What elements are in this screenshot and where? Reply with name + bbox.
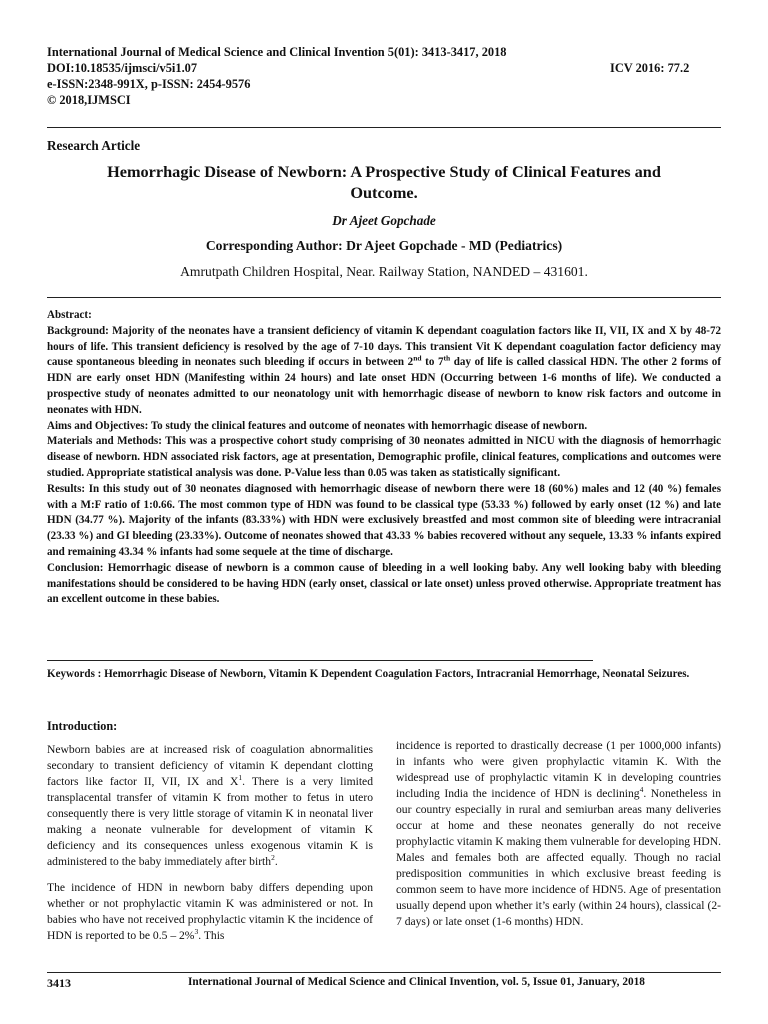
intro-text: . [274,855,278,868]
issn-line: e-ISSN:2348-991X, p-ISSN: 2454-9576 [47,77,251,91]
citation-ref: 2 [271,853,275,863]
abstract-results: Results: In this study out of 30 neonates diagnosed with hemorrhagic disease of newborn there were 18 (60%) males and 12 (40 %) females with a M:F ratio of 1:0.66. The most common type of HDN was found to be classical type (53.33 %) followed by early onset (12 %) and late HDN (34.77 %). Majority of the infants (83.33%) with HDN were exclusively breastfed and most common site of bleeding were intracranial (23.33 %) and GI bleeding (23.33%). Outcome of neonates showed that 43.33 % babies recovered without any sequele, 13.33 % infants expired and remaining 43.34 % infants had some sequele at the time of discharge. [47,482,721,558]
article-title-line-2: Outcome. [350,183,418,202]
icv-score: ICV 2016: 77.2 [610,61,690,75]
intro-text: . This [198,929,225,942]
abstract-methods: Materials and Methods: This was a prospective cohort study comprising of 30 neonates admitted in NICU with the diagnosis of hemorrhagic disease of newborn. HDN associated risk factors, age at presentation, Demographic profile, clinical features, complications and outcomes were studied. Appropriate statistical analysis was done. P-Value less than 0.05 was taken as statistically significant. [47,435,721,479]
intro-text: incidence is reported to drastically decrease (1 per 1000,000 infants) in infants who were given prophylactic vitamin K. With the widespread use of prophylactic vitamin K in developing countries including India the incidence of HDN is declining [396,739,721,800]
intro-text: Newborn babies are at increased risk of coagulation abnormalities secondary to transient deficiency of vitamin K dependant clotting factors like factor II, VII, IX and X [47,743,373,788]
abstract-section [47,308,721,608]
author-name: Dr Ajeet Gopchade [332,213,436,228]
citation-ref: 1 [238,773,243,783]
abstract-background-text: Background: Majority of the neonates have a transient deficiency of vitamin K dependant coagulation factors like II, VII, IX and X by 48-72 hours of life. This transient deficiency is resolved by the age of 7-10 days. This transient Vit K dependant coagulation factor deficiency may cause spontaneous bleeding in neonates such bleeding if occurs in between 2 [47,324,721,369]
introduction-right-column [396,738,721,940]
intro-paragraph [47,880,373,944]
article-type: Research Article [47,138,141,153]
abstract-conclusion: Conclusion: Hemorrhagic disease of newborn is a common cause of bleeding in a well looking baby. Any well looking baby with bleeding manifestations should be considered to be having HDN (early onset, classical or late onset) unless proved otherwise. Appropriate treatment has an excellent outcome in these babies. [47,561,721,606]
citation-ref: 3 [194,927,199,937]
abstract-heading: Abstract: [47,309,92,321]
header-divider [47,127,721,128]
keywords-divider [47,660,593,661]
introduction-left-column [47,742,373,954]
intro-text: The incidence of HDN in newborn baby differs depending upon whether or not prophylactic vitamin K was administered or not. In babies who have not received prophylactic vitamin K the incidence of HDN is reported to be 0.5 – 2% [47,881,373,942]
abstract-background-text: to 7 [421,356,444,369]
superscript-nd: nd [413,353,422,363]
intro-text: . There is a very limited transplacental transfer of vitamin K from mother to fetus in utero consequently there is very little storage of vitamin K in neonatal liver making a neonate vulnerable for development of vitamin K deficiency and its consequences unless exogenous vitamin K is administered to the baby immediately after birth [47,775,374,868]
corresponding-author: Corresponding Author: Dr Ajeet Gopchade - MD (Pediatrics) [205,238,563,253]
title-divider [47,297,721,298]
keywords: Keywords : Hemorrhagic Disease of Newborn, Vitamin K Dependent Coagulation Factors, Intracranial Hemorrhage, Neonatal Seizures. [47,668,690,680]
journal-citation-line: International Journal of Medical Science and Clinical Invention 5(01): 3413-3417, 2018 [47,45,507,59]
introduction-heading: Introduction: [47,719,118,733]
citation-ref: 4 [639,785,644,795]
intro-paragraph [396,738,721,930]
intro-text: . Nonetheless in our country especially in rural and semiurban areas many deliveries occur at home and these neonates generally do not receive prophylactic vitamin K making them vulnerable for developing HDN. Males and females both are affected equally. Though no racial predisposition communities in which exclusive breast feeding is common seem to have more incidence of HDN5. Age of presentation usually depend upon whether it’s early (within 24 hours), classical (2-7 days) or late onset (1-6 months) HDN. [396,787,721,928]
abstract-background [47,324,721,419]
footer-divider [47,972,721,973]
page-number: 3413 [47,976,71,990]
superscript-th: th [443,353,451,363]
footer-citation: International Journal of Medical Science and Clinical Invention, vol. 5, Issue 01, January, 2018 [188,976,645,988]
affiliation: Amrutpath Children Hospital, Near. Railway Station, NANDED – 431601. [180,264,588,279]
abstract-aims: Aims and Objectives: To study the clinical features and outcome of neonates with hemorrhagic disease of newborn. [47,419,588,432]
article-title-line-1: Hemorrhagic Disease of Newborn: A Prospective Study of Clinical Features and [107,162,661,181]
intro-paragraph [47,742,373,870]
abstract-background-text: day of life is called classical HDN. The other 2 forms of HDN are early onset HDN (Manifesting within 24 hours) and late onset HDN (Occurring between 1-6 months of life). We conducted a prospective study of neonates admitted to our neonatology unit with hemorrhagic disease of newborn to know risk factors and outcome in neonates with HDN. [47,356,722,416]
copyright-line: © 2018,IJMSCI [47,93,131,107]
doi-line: DOI:10.18535/ijmsci/v5i1.07 [47,61,198,75]
